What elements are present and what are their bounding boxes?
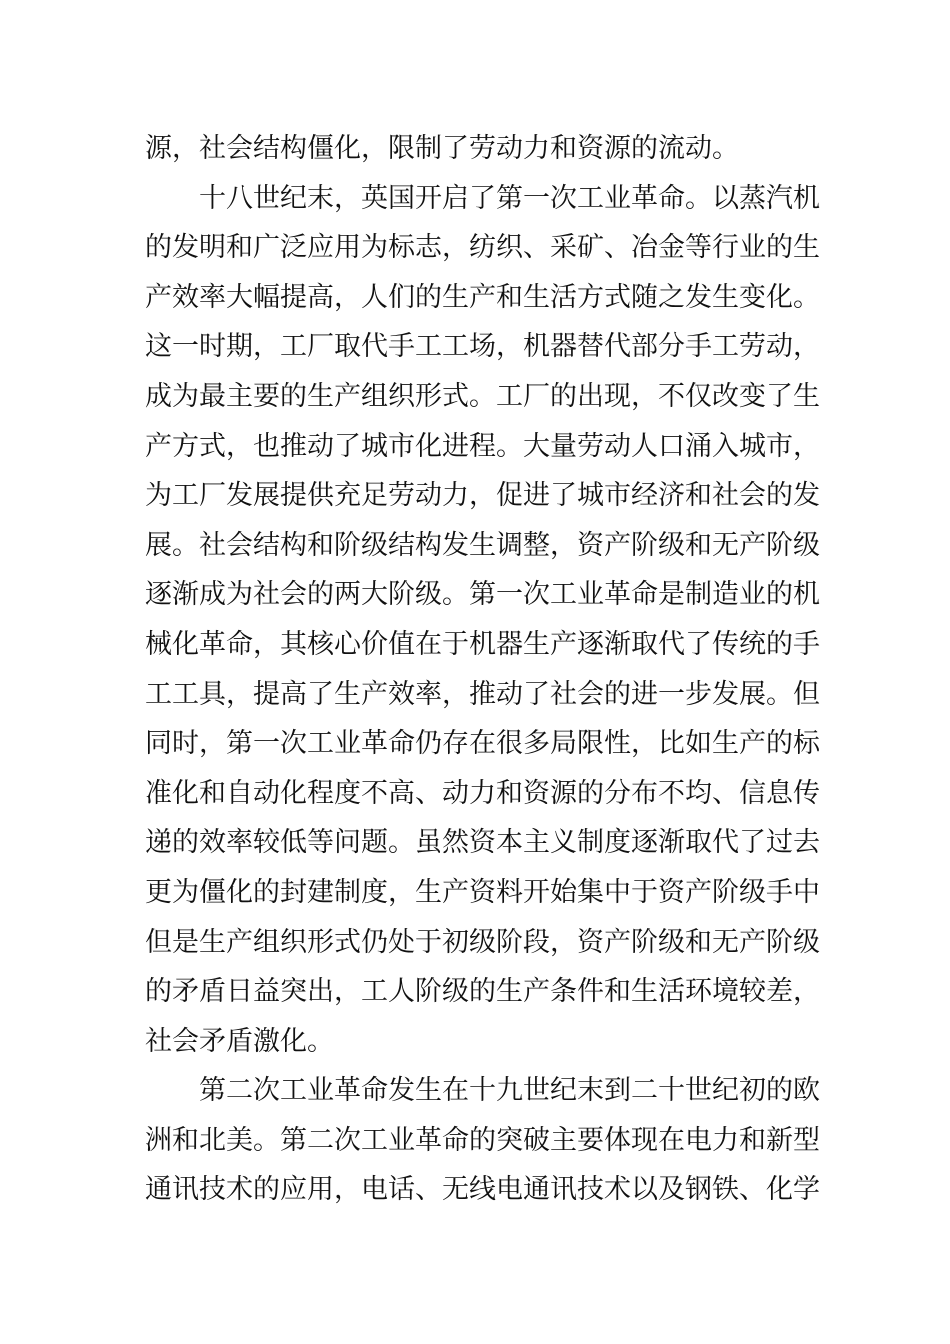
text-line: 的发明和广泛应用为标志，纺织、采矿、冶金等行业的生 (145, 232, 820, 264)
text-line: 械化革命，其核心价值在于机器生产逐渐取代了传统的手 (145, 628, 820, 660)
body-text (145, 124, 820, 1215)
text-line: 产方式，也推动了城市化进程。大量劳动人口涌入城市， (145, 430, 820, 462)
text-line: 递的效率较低等问题。虽然资本主义制度逐渐取代了过去 (145, 827, 820, 859)
text-line: 逐渐成为社会的两大阶级。第一次工业革命是制造业的机 (145, 579, 820, 611)
text-line: 源，社会结构僵化，限制了劳动力和资源的流动。 (145, 133, 739, 164)
text-line: 但是生产组织形式仍处于初级阶段，资产阶级和无产阶级 (145, 926, 820, 958)
text-line: 洲和北美。第二次工业革命的突破主要体现在电力和新型 (145, 1124, 820, 1156)
text-line: 展。社会结构和阶级结构发生调整，资产阶级和无产阶级 (145, 529, 820, 561)
paragraph-start-line: 十八世纪末，英国开启了第一次工业革命。以蒸汽机 (199, 182, 820, 214)
text-line: 同时，第一次工业革命仍存在很多局限性，比如生产的标 (145, 728, 820, 760)
text-line: 为工厂发展提供充足劳动力，促进了城市经济和社会的发 (145, 480, 820, 512)
text-line: 社会矛盾激化。 (145, 1025, 334, 1057)
text-line: 产效率大幅提高，人们的生产和生活方式随之发生变化。 (145, 281, 820, 313)
paragraph-start-line: 第二次工业革命发生在十九世纪末到二十世纪初的欧 (199, 1075, 820, 1107)
text-line: 准化和自动化程度不高、动力和资源的分布不均、信息传 (145, 777, 820, 809)
text-line: 工工具，提高了生产效率，推动了社会的进一步发展。但 (145, 678, 820, 710)
text-line: 通讯技术的应用，电话、无线电通讯技术以及钢铁、化学 (145, 1174, 820, 1206)
text-line: 这一时期，工厂取代手工工场，机器替代部分手工劳动， (145, 331, 820, 363)
text-line: 更为僵化的封建制度，生产资料开始集中于资产阶级手中 (145, 876, 820, 908)
text-line: 成为最主要的生产组织形式。工厂的出现，不仅改变了生 (145, 380, 820, 412)
text-line: 的矛盾日益突出，工人阶级的生产条件和生活环境较差， (145, 976, 820, 1008)
